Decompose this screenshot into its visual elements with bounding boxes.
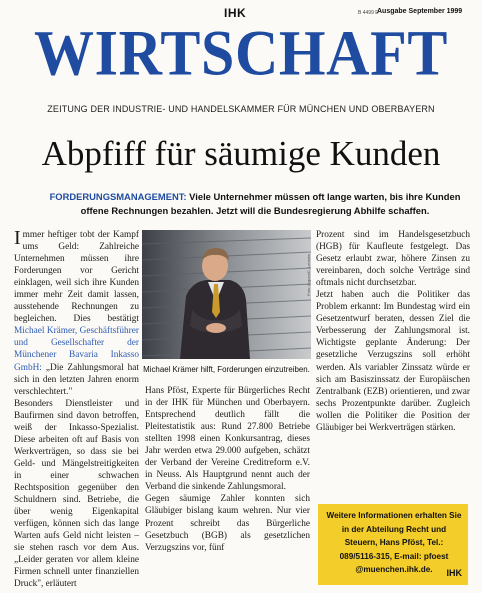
drop-cap: I — [14, 227, 21, 249]
article-column-3 — [316, 229, 470, 434]
masthead-subtitle: ZEITUNG DER INDUSTRIE- UND HANDELSKAMMER FÜR MÜNCHEN UND OBERBAYERN — [47, 104, 435, 114]
issn-number: B 4499 E — [358, 10, 379, 16]
column-2-paragraph-2: Gegen säumige Zahler konnten sich Gläubiger bislang kaum wehren. Nur vier Prozent schreibt das Bürgerliche Gesetzbuch (BGB) als gesetzlichen Verzugszins vor, fünf — [145, 494, 310, 553]
lead-text: Viele Unternehmer müssen oft lange warten, bis ihre Kunden offene Rechnungen bezahlen. Jetzt will die Bundesregierung Abhilfe schaffen. — [80, 191, 461, 216]
column-1-paragraph-1 — [14, 229, 139, 398]
masthead-title: WIRTSCHAFT — [34, 17, 448, 89]
article-headline: Abpfiff für säumige Kunden — [41, 134, 441, 173]
photo-credit: Foto: Argum/C. Lehsten — [306, 253, 311, 296]
photo-illustration — [142, 230, 311, 359]
column-1-paragraph-2: Besonders Dienstleister und Baufirmen sind davon betroffen, weiß der Inkasso-Spezialist. Diese arbeiten oft auf Basis von Werkverträgen, so dass sie bei Geld- und Mängelstreitigkeiten in einer schwachen Rechtsposition gegenüber den Schuldnern sind. Betriebe, die über wenig Eigenkapital verfügen, können sich das lange Warten aufs Geld nicht leisten – sie stehen rasch vor dem Aus. „Leider geraten vor allem kleine Firmen schnell unter finanziellen Druck", erläutert — [14, 398, 139, 590]
info-box — [318, 504, 468, 585]
photo-caption: Michael Krämer hilft, Forderungen einzutreiben. — [143, 365, 310, 374]
col1-quote: „Die Zahlungsmoral hat sich in den letzten Jahren enorm verschlechtert." — [14, 362, 139, 397]
lead-kicker: FORDERUNGSMANAGEMENT: — [49, 191, 187, 202]
column-3-paragraph-2: Jetzt haben auch die Politiker das Problem erkannt: Im Bundestag wird ein Gesetzentwurf beraten, dessen Ziel die Verbesserung der Zahlungsmoral ist. Wichtigste geplante Änderung: Der gesetzliche Verzugszins soll erhöht werden. Als variabler Zinssatz würde er sich am Basiszinssatz der Europäischen Zentralbank (EZB) orientieren, und zwar sechs Prozentpunkte darüber. Zugleich wollen die Politiker die Position der Gläubiger bei Werkverträgen stärken. — [316, 290, 470, 433]
issue-date: Ausgabe September 1999 — [377, 8, 463, 15]
info-box-text: Weitere Informationen erhalten Sie in der Abteilung Recht und Steuern, Hans Pföst, Tel.: 089/5116-315, E-mail: pfoest @muenchen.ihk.de. — [326, 511, 462, 574]
article-column-1 — [14, 229, 139, 590]
article-lead — [40, 190, 470, 217]
ihk-logo-top: IHK — [224, 6, 247, 20]
article-column-2 — [145, 385, 310, 554]
ihk-logo-box: IHK — [446, 567, 462, 578]
highlighted-name: Michael Krämer, Geschäftsführer und Gesellschafter der Münchener Bavaria Inkasso GmbH: — [14, 326, 139, 373]
col1-text-a: mmer heftiger tobt der Kampf ums Geld: Zahlreiche Unternehmen müssen ihre Forderungen vor Gericht einklagen, weil sich ihre Kunden immer mehr Zeit damit lassen, ausstehende Rechnungen zu begleichen. Dies bestätigt — [14, 230, 139, 325]
column-2-paragraph-1: Hans Pföst, Experte für Bürgerliches Recht in der IHK für München und Oberbayern. Entsprechend deutlich fällt die Pleitestatistik aus: Rund 27.800 Betriebe stellten 1998 einen Konkursantrag, dieses Jahr werden etwa 29.000 aufgeben, schätzt der Verband der Vereine Creditreform e.V. in Neuss. Als Hauptgrund nennt auch der Verband die sinkende Zahlungsmoral. — [145, 386, 310, 493]
column-3-paragraph-1: Prozent sind im Handelsgesetzbuch (HGB) für Kaufleute festgelegt. Das Gesetz erlaubt zwar, höhere Zinsen zu vereinbaren, doch solche Verträge sind oftmals nicht durchsetzbar. — [316, 230, 470, 289]
portrait-photo — [142, 230, 311, 359]
